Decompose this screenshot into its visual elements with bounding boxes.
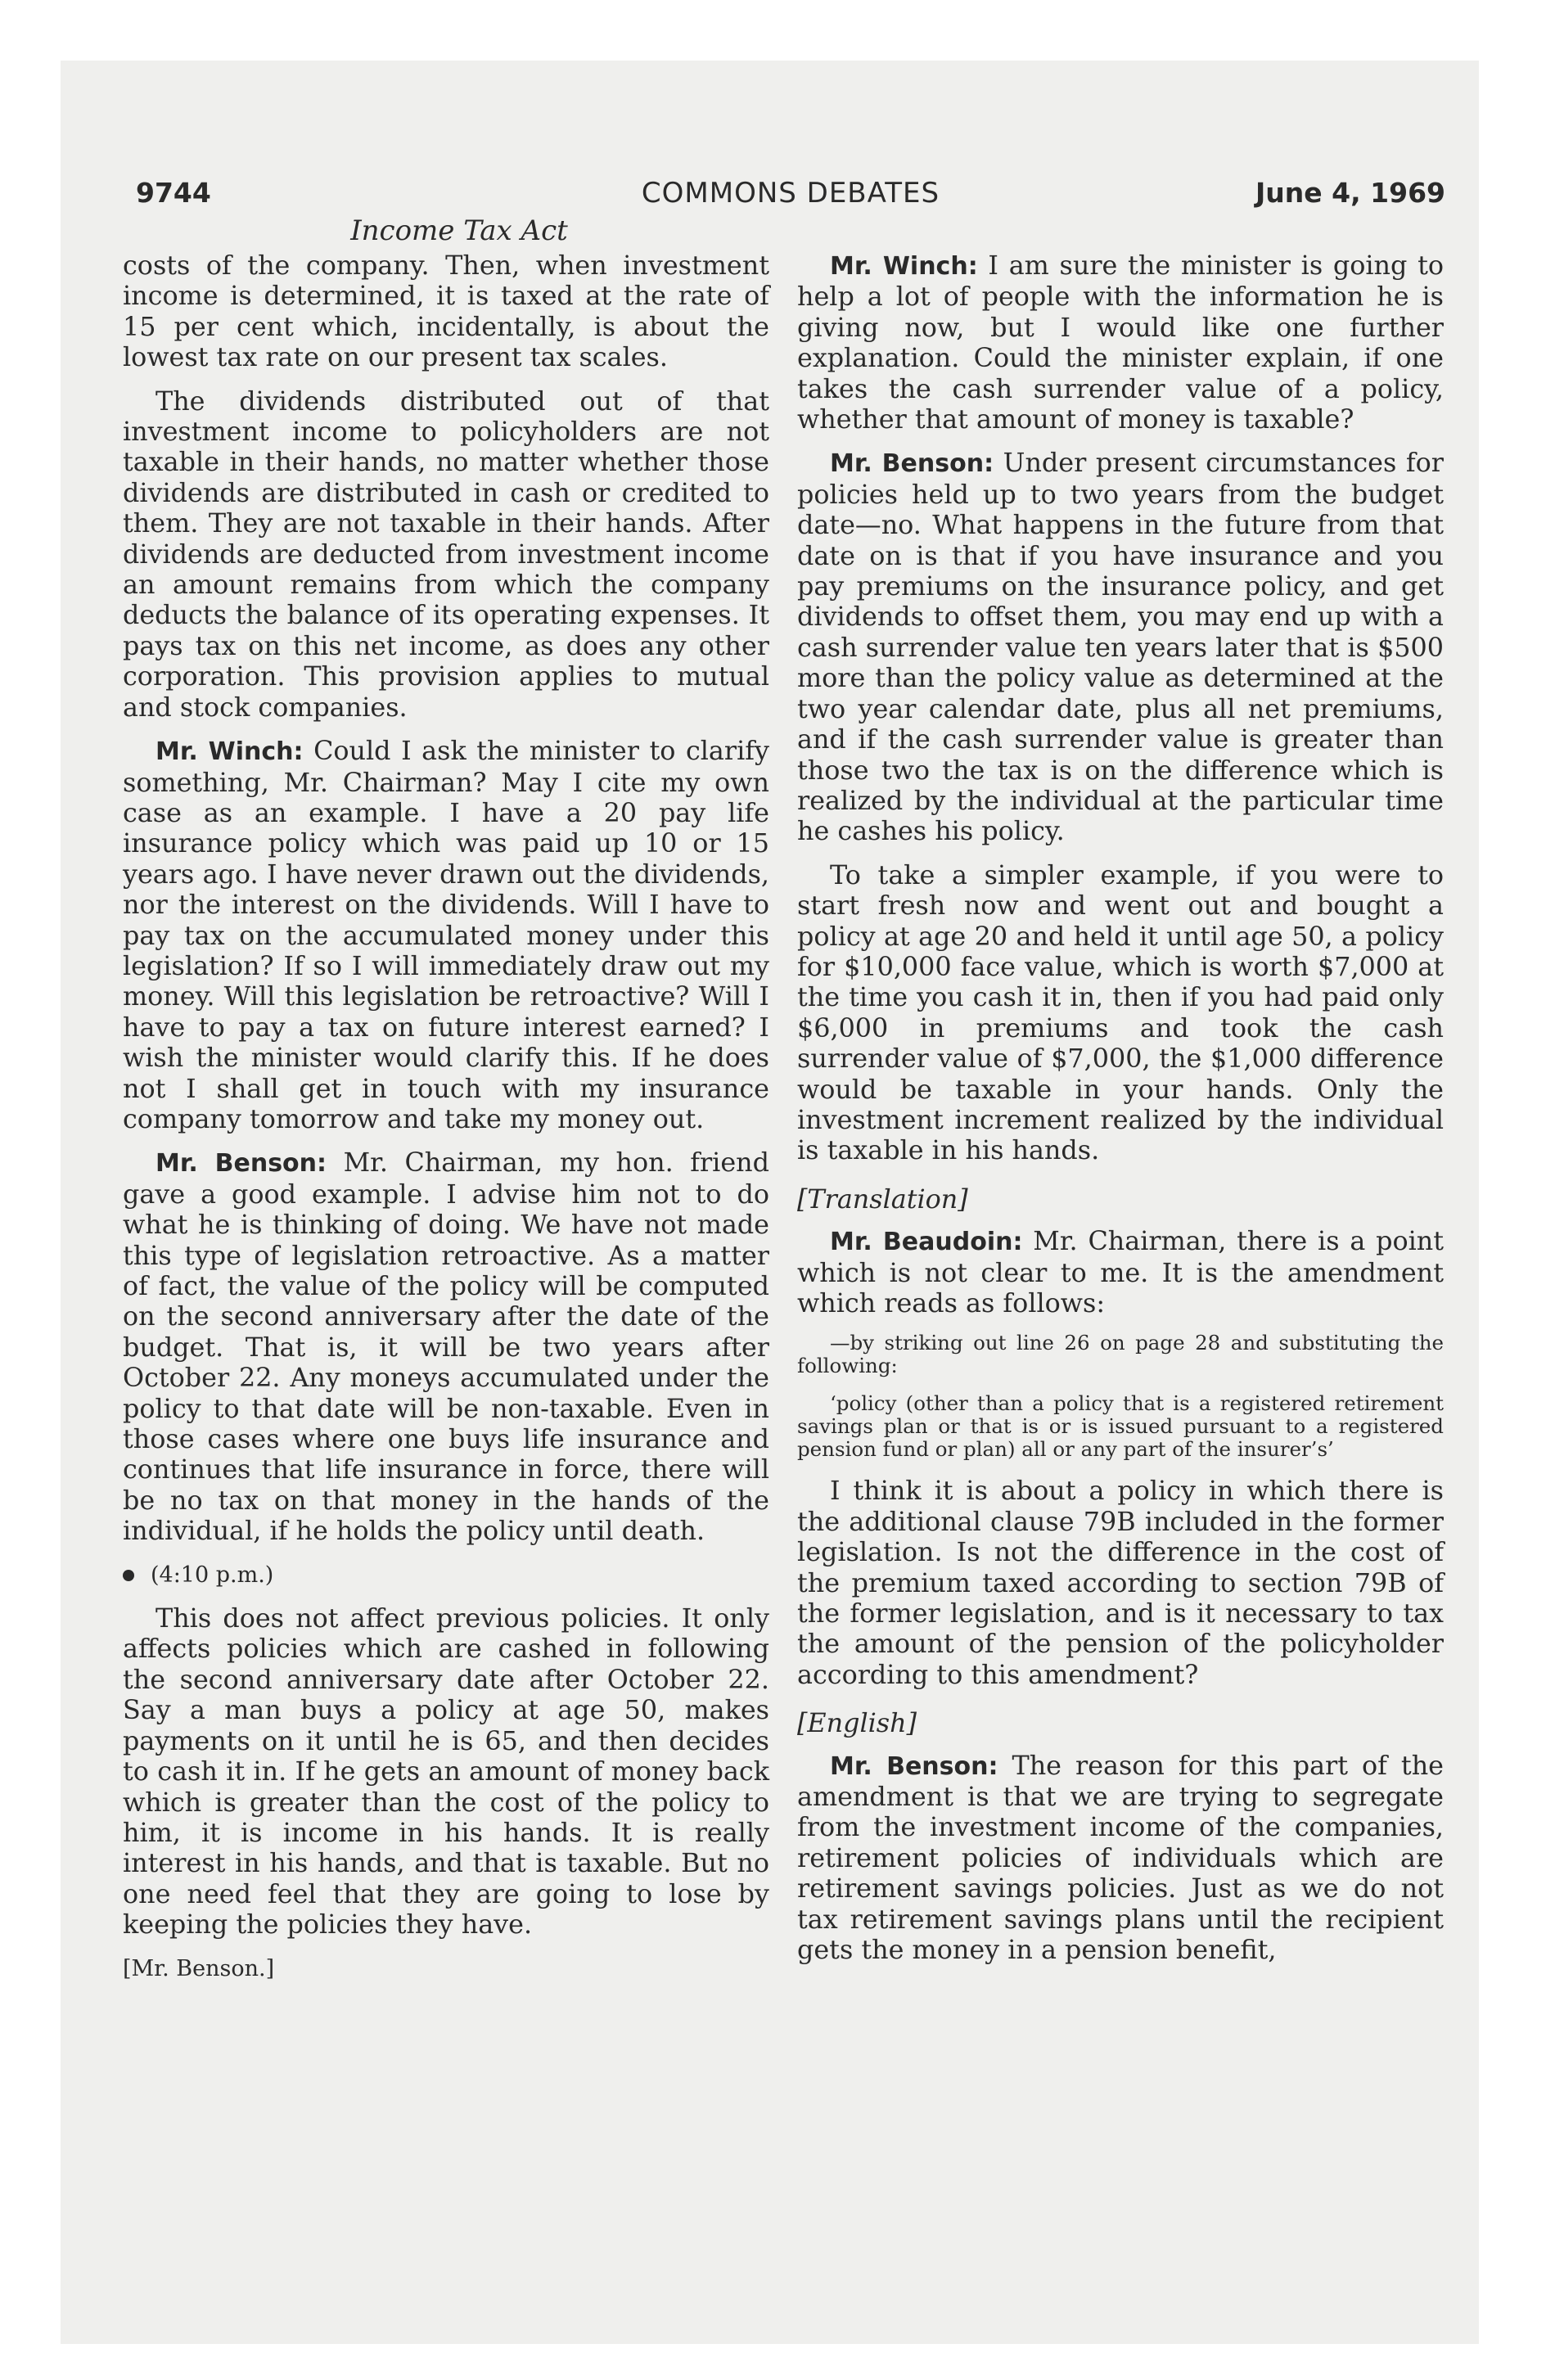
- language-marker: [797, 1708, 1444, 1738]
- speech-paragraph: [797, 250, 1444, 435]
- paragraph: To take a simpler example, if you were to start fresh now and went out and bought a policy at age 20 and held it until age 50, a policy for $10,000 face value, which is worth $7,000 at the time you cash it in, then if you had paid only $6,000 in premiums and took the cash surrender value of $7,000, the $1,000 difference would be taxable in your hands. Only the investment increment realized by the individual is taxable in his hands.: [797, 859, 1444, 1166]
- language-label: [Translation]: [797, 1183, 968, 1215]
- speaker-name: Mr. Benson:: [156, 1149, 327, 1179]
- speaker-name: Mr. Benson:: [830, 449, 994, 479]
- speech-text: Could I ask the minister to clarify something, Mr. Chairman? May I cite my own case as an example. I have a 20 pay life insurance policy which was paid up 10 or 15 years ago. I have never drawn out the dividends, nor the interest on the dividends. Will I have to pay tax on the accumulated money under this legislation? If so I will immediately draw out my money. Will this legislation be retroactive? Will I have to pay a tax on future interest earned? I wish the minister would clarify this. If he does not I shall get in touch with my insurance company tomorrow and take my money out.: [123, 736, 769, 1134]
- speaker-name: Mr. Winch:: [156, 737, 304, 767]
- speech-text: The reason for this part of the amendment is that we are trying to segregate from the investment income of the companies, retirement policies of individuals which are retirement savings policies. Just as we do not tax retirement savings plans until the recipient gets the money in a pension benefit,: [797, 1750, 1444, 1966]
- speech-paragraph: [797, 1226, 1444, 1318]
- speech-paragraph: [797, 448, 1444, 846]
- speaker-bracket: [Mr. Benson.]: [123, 1955, 275, 1981]
- speech-text: I am sure the minister is going to help a lot of people with the information he is giving now, but I would like one further explanation. Could the minister explain, if one takes the cash surrender value of a policy, whether that amount of money is taxable?: [797, 250, 1444, 435]
- speech-text: Under present circumstances for policies held up to two years from the budget date—no. What happens in the future from that date on is that if you have insurance and you pay premiums on the insurance policy, and get dividends to offset them, you may end up with a cash surrender value ten years later that is $500 more than the policy value as determined at the two year calendar date, plus all net premiums, and if the cash surrender value is greater than those two the tax is on the difference which is realized by the individual at the particular time he cashes his policy.: [797, 448, 1444, 847]
- right-column: [797, 250, 1444, 1979]
- page-number: 9744: [136, 177, 211, 209]
- page-date: June 4, 1969: [1255, 177, 1445, 209]
- bullet-icon: [123, 1570, 134, 1581]
- paragraph: I think it is about a policy in which there is the additional clause 79B included in the former legislation. Is not the difference in the cost of the premium taxed according to section 79B of the former legislation, and is it necessary to tax the amount of the pension of the policyholder according to this amendment?: [797, 1476, 1444, 1690]
- running-title: Income Tax Act: [350, 214, 568, 247]
- time-marker: [123, 1560, 769, 1590]
- publication-title: COMMONS DEBATES: [641, 177, 940, 210]
- left-column: [123, 250, 769, 1984]
- speaker-name: Mr. Beaudoin:: [830, 1228, 1023, 1257]
- quoted-amendment: ‘policy (other than a policy that is a registered retirement savings plan or that is or is issued pursuant to a registered pension fund or plan) all or any part of the insurer’s’: [797, 1391, 1444, 1462]
- quoted-amendment: —by striking out line 26 on page 28 and substituting the following:: [797, 1331, 1444, 1378]
- time-text: (4:10 p.m.): [151, 1562, 274, 1588]
- paragraph: This does not affect previous policies. It only affects policies which are cashed in following the second anniversary date after October 22. Say a man buys a policy at age 50, makes payments on it until he is 65, and then decides to cash it in. If he gets an amount of money back which is greater than the cost of the policy to him, it is income in his hands. It is really interest in his hands, and that is taxable. But no one need feel that they are going to lose by keeping the policies they have.: [123, 1603, 769, 1941]
- language-marker: [797, 1184, 1444, 1215]
- language-label: [English]: [797, 1708, 917, 1739]
- speech-text: Mr. Chairman, there is a point which is not clear to me. It is the amendment which reads as follows:: [797, 1226, 1445, 1318]
- speaker-name: Mr. Winch:: [830, 252, 978, 281]
- speaker-name: Mr. Benson:: [830, 1751, 998, 1781]
- paragraph: The dividends distributed out of that investment income to policyholders are not taxable in their hands, no matter whether those dividends are distributed in cash or credited to them. They are not taxable in their hands. After dividends are deducted from investment income an amount remains from which the company deducts the balance of its operating expenses. It pays tax on this net income, as does any other corporation. This provision applies to mutual and stock companies.: [123, 385, 769, 723]
- speech-paragraph: [123, 1147, 769, 1546]
- paragraph: costs of the company. Then, when investment income is determined, it is taxed at the rate of 15 per cent which, incidentally, is about the lowest tax rate on our present tax scales.: [123, 250, 769, 373]
- speech-paragraph: [797, 1751, 1444, 1966]
- page-header: [136, 177, 1445, 218]
- speech-paragraph: [123, 736, 769, 1134]
- speech-text: Mr. Chairman, my hon. friend gave a good example. I advise him not to do what he is thinking of doing. We have not made this type of legislation retroactive. As a matter of fact, the value of the policy will be computed on the second anniversary after the date of the budget. That is, it will be two years after October 22. Any moneys accumulated under the policy to that date will be non-taxable. Even in those cases where one buys life insurance and continues that life insurance in force, there will be no tax on that money in the hands of the individual, if he holds the policy until death.: [123, 1147, 769, 1547]
